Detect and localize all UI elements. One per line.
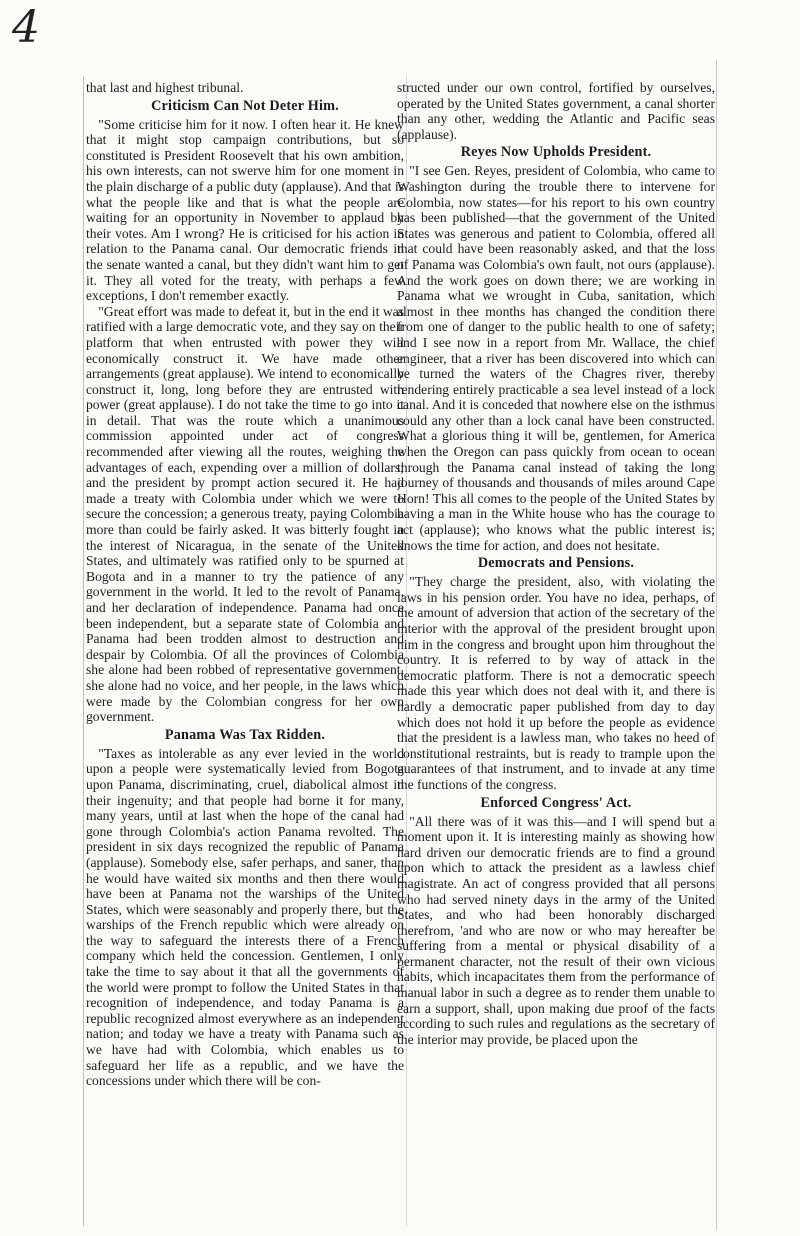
- opening-fragment: structed under our own control, fortified by ourselves, operated by the United States government, a canal shorter than any other, wedding the Atlantic and Pacific seas (applause).: [397, 80, 715, 142]
- paragraph: "Taxes as intolerable as any ever levied in the world upon a people were systematically levied from Bogota upon Panama, discriminating, cruel, diabolical almost in their ingenuity; and that people had borne it for many, many years, until at last when the hope of the canal had gone through Colombia's action Panama revolted. The president in six days recognized the republic of Panama (applause). Somebody else, safer perhaps, and saner, than he would have waited six months and then there would have been at Panama not the warships of the United States, which were seasonably and properly there, but the warships of the French republic which were already on the way to safeguard the interests there of a French company which held the concession. Gentlemen, I only take the time to say about it that all the governments of the world were prompt to follow the United States in that recognition of independence, and today Panama is a republic recognized almost everywhere as an independent nation; and today we have a treaty with Panama such as we have had with Colombia, which enables us to safeguard her life as a republic, and we have the concessions under which there will be con-: [86, 745, 404, 1089]
- opening-fragment: that last and highest tribunal.: [86, 80, 244, 95]
- paragraph: "All there was of it was this—and I will spend but a moment upon it. It is interesting mainly as showing how hard driven our democratic friends are to find a ground upon which to attack the president as a lawless chief magistrate. An act of congress provided that all persons who had served ninety days in the army of the United States, and who had been honorably discharged therefrom, 'and who are now or who may hereafter be suffering from a mental or physical disability of a permanent character, not the result of their own vicious habits, which incapacitates them from the performance of manual labor in such a degree as to render them unable to earn a support, shall, upon making due proof of the facts according to such rules and regulations as the secretary of the interior may provide, be placed upon the: [397, 813, 715, 1047]
- section-heading-criticism: Criticism Can Not Deter Him.: [151, 97, 339, 114]
- section-heading-reyes: Reyes Now Upholds President.: [460, 144, 652, 161]
- right-margin-rule: [716, 60, 717, 1230]
- paragraph: "They charge the president, also, with violating the laws in his pension order. You have no idea, perhaps, of the amount of adversion that action of the secretary of the interior with the approval of the president brought upon him in the congress and brought upon him throughout the country. It is referred to by way of attack in the democratic platform. There is not a democratic speech made this year which does not deal with it, and there is hardly a democratic paper published from day to day which does not hold it up before the people as evidence that the president is a lawless man, who takes no heed of constitutional restraints, but is ready to trample upon the guarantees of that instrument, and to invade at any time the functions of the congress.: [397, 574, 715, 792]
- left-margin-rule: [83, 76, 84, 1226]
- section-heading-pensions: Democrats and Pensions.: [477, 555, 635, 572]
- paragraph: "I see Gen. Reyes, president of Colombia, who came to Washington during the trouble there to intervene for Colombia, now states—for his report to his own country has been published—that the government of the United States was generous and patient to Colombia, offered all that could have been reasonably asked, and that the loss of Panama was Colombia's own fault, not ours (applause). And the work goes on down there; we are working in Panama what we wrought in Cuba, sanitation, which almost in thee months has changed the condition there from one of danger to the public health to one of safety; and I see now in a report from Mr. Wallace, the chief engineer, that a river has been discovered into which can be turned the waters of the Chagres river, thereby rendering entirely practicable a sea level instead of a lock canal. And it is conceded that nowhere else on the isthmus could any other than a lock canal have been constructed. What a glorious thing it will be, gentlemen, for America when the Oregon can pass quickly from ocean to ocean through the Panama canal instead of taking the long journey of thousands and thousands of miles around Cape Horn! This all comes to the people of the United States by having a man in the White house who has the courage to act (applause); who knows what the public interest is; knows the time for action, and does not hesitate.: [397, 163, 715, 553]
- page-number: 4: [12, 2, 40, 53]
- section-heading-panama-tax: Panama Was Tax Ridden.: [164, 726, 326, 743]
- section-heading-congress-act: Enforced Congress' Act.: [480, 794, 632, 811]
- paragraph: "Great effort was made to defeat it, but in the end it was ratified with a large democratic vote, and they say on their platform that when entrusted with power they will economically construct it. We have made other arrangements (great applause). We intend to economically construct it, long, long before they are entrusted with power (great applause). I do not take the time to go into it in detail. That was the route which a unanimous commission appointed under act of congress recommended after viewing all the routes, weighing the advantages of each, expending over a million of dollars; and the president by prompt action secured it. He had made a treaty with Colombia under which we were to secure the concession; a generous treaty, paying Colombia more than could be fairly asked. It was bitterly fought in the interest of Nicaragua, in the senate of the United States, and ultimately was ratified only to be spurned at Bogota and in a manner to try the patience of any government in the world. It led to the revolt of Panama, and her declaration of independence. Panama had once been independent, but a separate state of Colombia and Panama had been trodden almost to destruction and despair by Colombia. Of all the provinces of Colombia she alone had been robbed of representative government, she alone had no voice, and her people, in the laws which were made by the Colombian congress for her own government.: [86, 303, 404, 725]
- paragraph: "Some criticise him for it now. I often hear it. He knew that it might stop campaign contributions, but so constituted is President Roosevelt that his own ambition, his own interests, can not swerve him for one moment in the plain discharge of a public duty (applause). And that is what the people like and that is what the people are waiting for an opportunity in November to applaud by their votes. Am I wrong? He is criticised for his action in relation to the Panama canal. Our democratic friends in the senate wanted a canal, but they didn't want him to get it. They all voted for the treaty, with perhaps a few exceptions, I don't remember exactly.: [86, 116, 404, 304]
- right-column: [397, 80, 715, 1215]
- left-column: [86, 80, 404, 1215]
